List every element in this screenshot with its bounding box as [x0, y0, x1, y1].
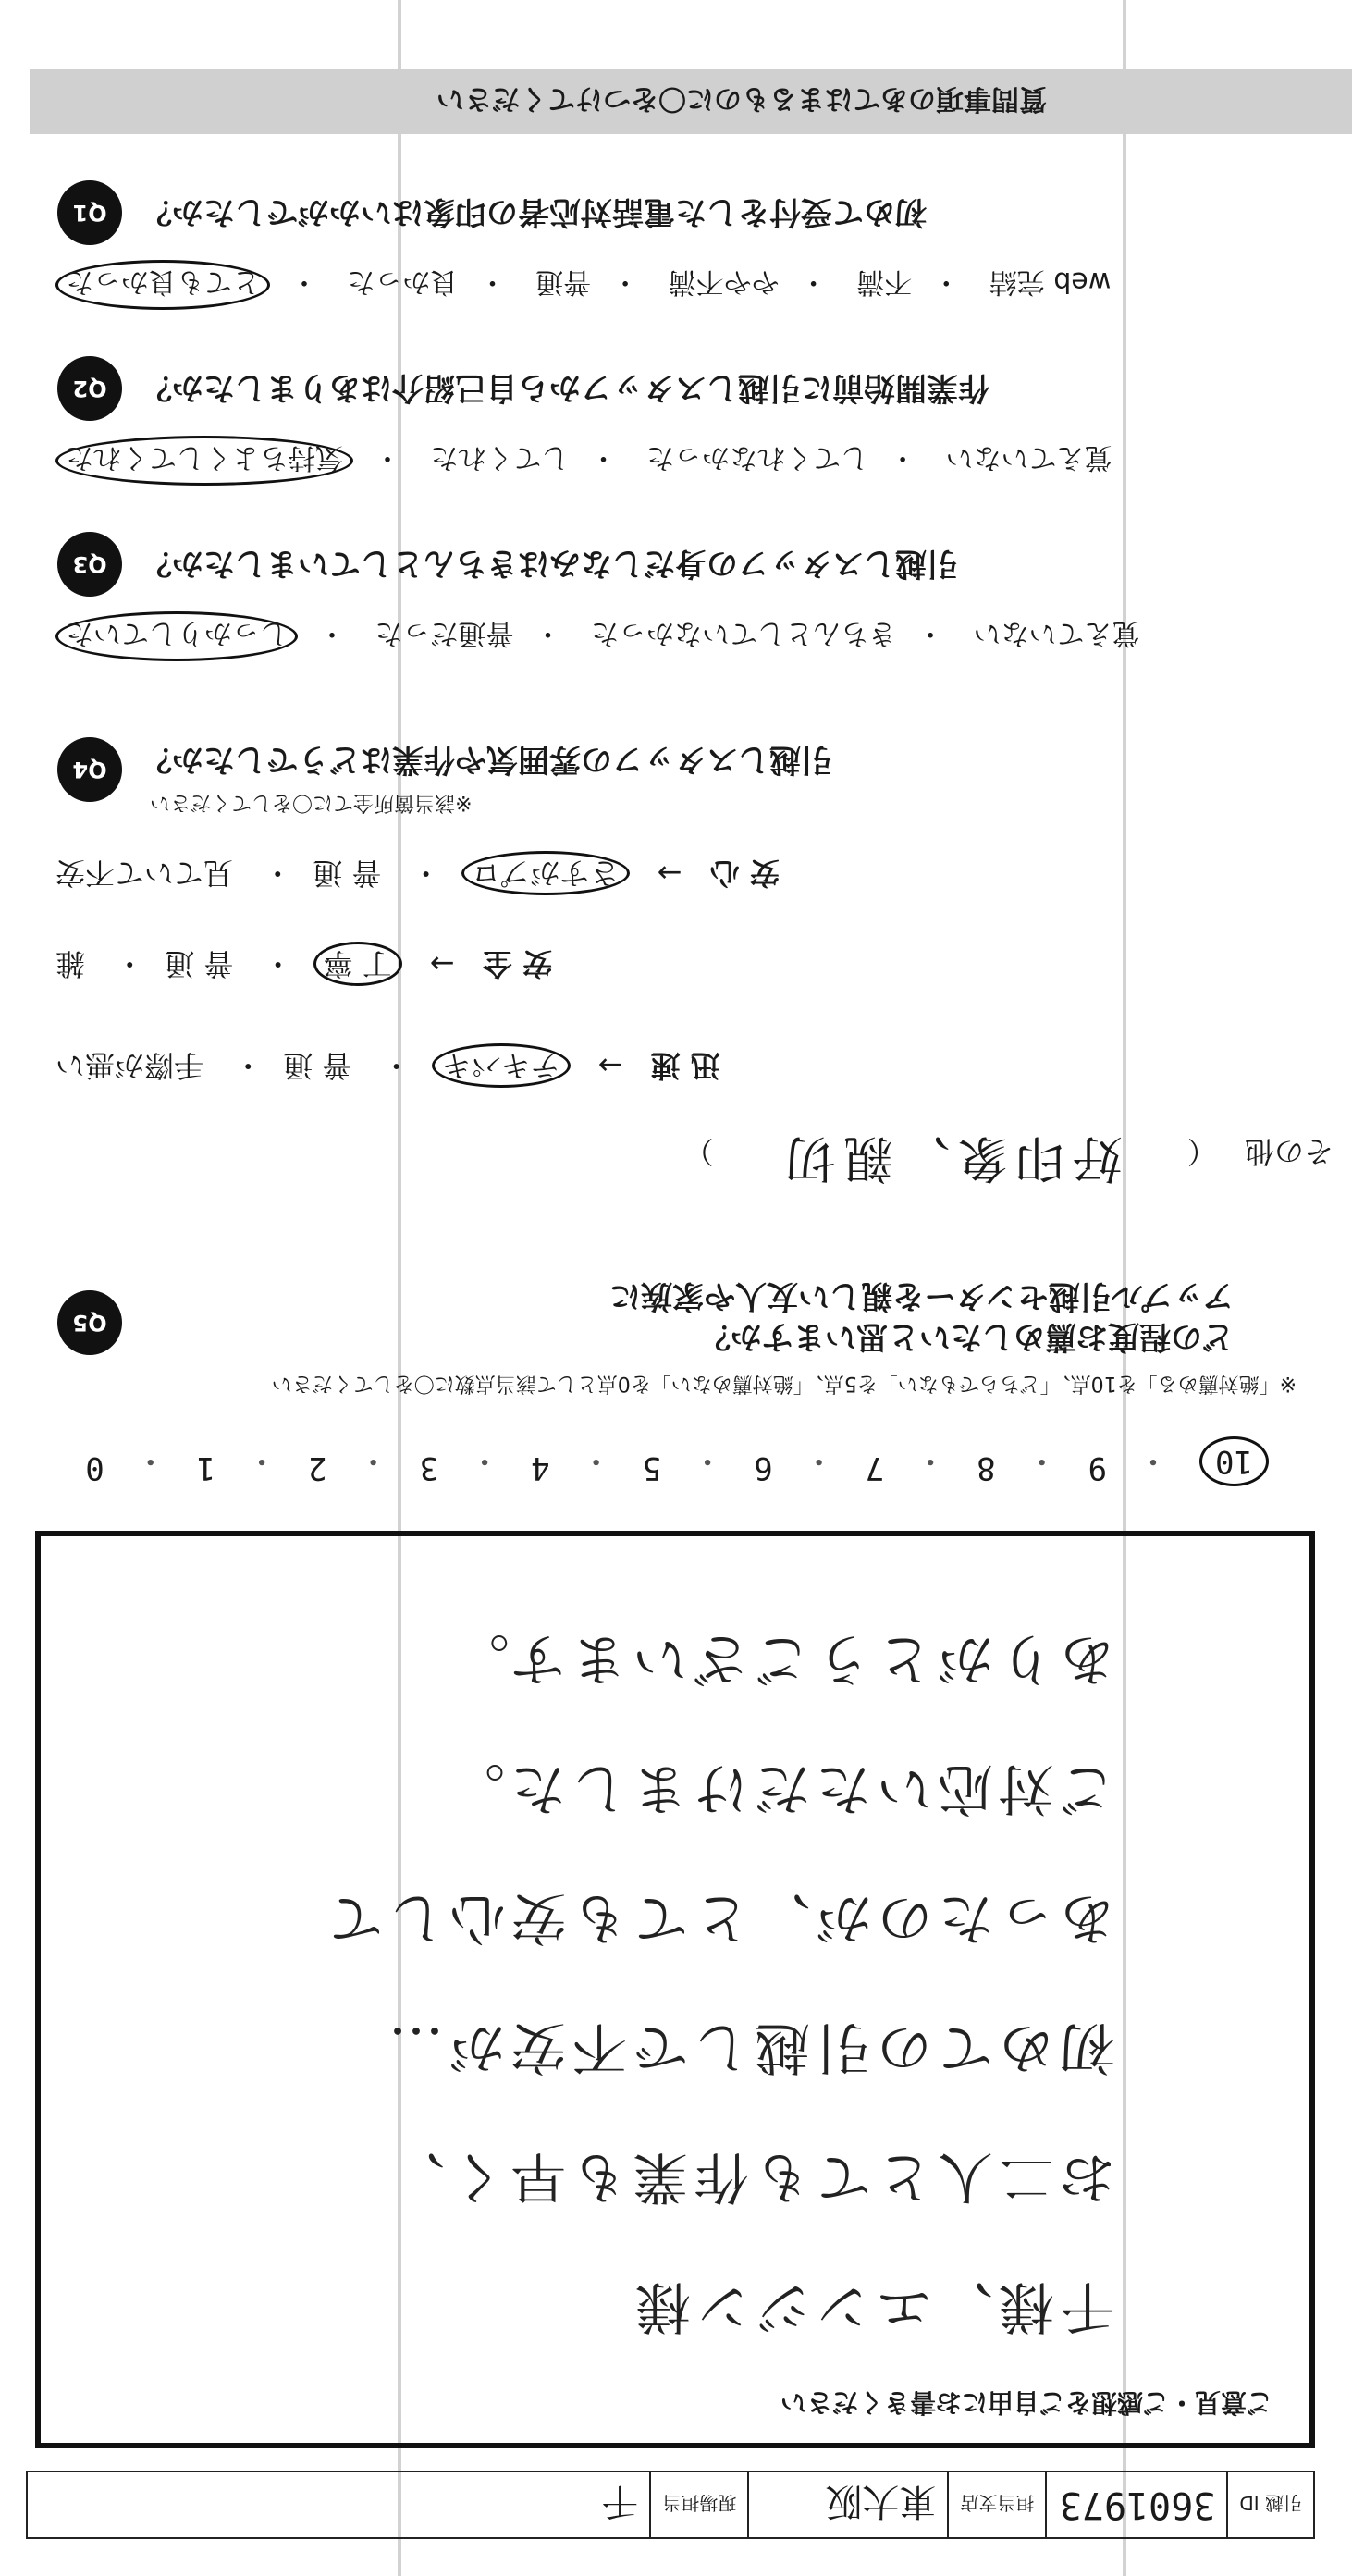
q4-row-reassurance: 安 心 → さすがプロ・ 普 通・ 見ていて不安	[55, 854, 780, 896]
scale-8[interactable]: 8	[977, 1449, 996, 1486]
q4-safety-opt-2[interactable]: 普 通	[165, 946, 234, 981]
q2-opt-2[interactable]: してくれた	[430, 441, 570, 474]
q2-opt-4[interactable]: 覚えていない	[945, 441, 1112, 474]
q4-reassurance-opt-2[interactable]: 普 通	[313, 856, 382, 891]
scale-9[interactable]: 9	[1088, 1449, 1108, 1486]
id-label: 引越 ID	[1226, 2472, 1313, 2537]
id-value: 3601973	[1045, 2472, 1226, 2537]
comment-title: ご意見・ご感想をご自由にお書きください	[780, 2387, 1272, 2418]
q4-note: ※該当箇所全てに〇をしてください	[150, 791, 473, 814]
comment-box	[35, 1531, 1315, 2448]
q1-opt-3[interactable]: 普通	[535, 265, 592, 298]
question-2	[39, 347, 1315, 421]
q3-options: しっかりしていた ・ 普通だった ・ きちんとしていなかった ・ 覚えていない	[55, 611, 1140, 661]
scale-4[interactable]: 4	[531, 1449, 550, 1486]
q4-row-safety: 安 全 → 丁 寧・ 普 通・ 雑	[55, 944, 552, 987]
q4-speed-opt-1[interactable]: テキパキ	[432, 1043, 571, 1088]
q3-opt-1[interactable]: しっかりしていた	[55, 611, 298, 661]
q1-opt-1[interactable]: とても良かった	[55, 260, 270, 310]
comment-line: あったのが、とても安心して	[322, 1885, 1115, 1950]
question-1	[39, 171, 1315, 245]
scale-5[interactable]: 5	[642, 1449, 662, 1486]
q5-badge: Q5	[57, 1290, 122, 1355]
q4-other-open: （	[1186, 1134, 1217, 1169]
scale-7[interactable]: 7	[865, 1449, 885, 1486]
q4-speed-opt-2[interactable]: 普 通	[283, 1048, 352, 1083]
scale-10[interactable]: 10	[1199, 1436, 1269, 1486]
q1-badge: Q1	[57, 180, 122, 245]
q1-opt-2[interactable]: 良かった	[347, 265, 459, 298]
q1-opt-4[interactable]: やや不満	[668, 265, 780, 298]
q2-options: 気持ちよくしてくれた ・ してくれた ・ してくれなかった ・ 覚えていない	[55, 436, 1112, 486]
comment-line: ご対応いただけました。	[444, 1756, 1115, 1820]
leader-label: 現場担当	[649, 2472, 747, 2537]
recommend-scale: 10 ・ 9 ・ 8 ・ 7 ・ 6 ・ 5 ・ 4 ・ 3 ・ 2 ・ 1 ・ 0	[85, 1436, 1269, 1486]
q1-opt-5[interactable]: 不満	[856, 265, 913, 298]
q2-opt-1[interactable]: 気持ちよくしてくれた	[55, 436, 353, 486]
arrow-icon: →	[429, 946, 455, 981]
branch-label: 担当支店	[947, 2472, 1045, 2537]
q4-speed-opt-3[interactable]: 手際が悪い	[55, 1048, 204, 1083]
q4-badge: Q4	[57, 737, 122, 802]
q4-reassurance-label: 安 心	[709, 856, 780, 891]
q1-options: とても良かった ・ 良かった ・ 普通 ・ やや不満 ・ 不満 ・ web 完結	[55, 260, 1111, 310]
q1-text: 初めて受付をした電話対応者の印象はいかがでしたか？	[141, 193, 927, 230]
q4-safety-opt-3[interactable]: 雑	[55, 946, 86, 981]
scale-1[interactable]: 1	[196, 1449, 216, 1486]
q4-reassurance-opt-1[interactable]: さすがプロ	[461, 851, 630, 895]
q3-opt-3[interactable]: きちんとしていなかった	[591, 617, 897, 649]
q4-safety-label: 安 全	[482, 946, 553, 981]
question-3	[39, 523, 1315, 597]
arrow-icon: →	[657, 856, 682, 891]
q5-text-line2: アップル引越センターを親しい友人や家族に	[609, 1277, 1234, 1314]
scale-0[interactable]: 0	[85, 1449, 104, 1486]
q4-other-value[interactable]: 好印象、親切	[778, 1129, 1123, 1188]
q5-note: ※「絶対薦める」を10点、「どちらでもない」を5点、「絶対薦めない」を0点として該当点数に〇をしてください	[271, 1372, 1297, 1395]
q3-opt-2[interactable]: 普通だった	[375, 617, 514, 649]
q4-safety-opt-1[interactable]: 丁 寧	[313, 942, 402, 986]
comment-line: お二人とても作業も早く、	[384, 2144, 1115, 2209]
q2-badge: Q2	[57, 356, 122, 421]
q2-text: 作業開始前に引越しスタッフから自己紹介はありましたか？	[141, 369, 989, 406]
instruction-text: 質問事項のあてはまるものに〇をつけてください	[436, 82, 1047, 115]
scale-6[interactable]: 6	[754, 1449, 773, 1486]
q4-reassurance-opt-3[interactable]: 見ていて不安	[55, 856, 234, 891]
arrow-icon: →	[597, 1048, 623, 1083]
header-table	[26, 2471, 1315, 2539]
q3-badge: Q3	[57, 532, 122, 597]
q4-other-label: その他	[1244, 1134, 1334, 1169]
q3-text: 引越しスタッフの身だしなみはきちんとしていましたか？	[141, 545, 958, 582]
comment-line: ありがとうございます。	[448, 1626, 1115, 1691]
q2-opt-3[interactable]: してくれなかった	[646, 441, 869, 474]
branch-value: 東大阪	[747, 2472, 947, 2537]
instruction-band	[30, 69, 1352, 134]
q3-opt-4[interactable]: 覚えていない	[973, 617, 1140, 649]
scale-3[interactable]: 3	[419, 1449, 439, 1486]
question-4	[39, 735, 1315, 819]
question-5	[39, 1279, 1315, 1399]
scale-2[interactable]: 2	[308, 1449, 327, 1486]
q5-text-line1: どの程度お薦めしたいと思いますか？	[699, 1318, 1234, 1355]
q4-row-speed: 迅 速 → テキパキ・ 普 通・ 手際が悪い	[55, 1046, 720, 1089]
q4-other-row	[683, 1127, 1334, 1198]
q4-other-close: ）	[683, 1134, 714, 1169]
comment-line: 千様、エンジン様	[630, 2274, 1115, 2338]
comment-line: 初めての引越しで不安が…	[383, 2015, 1115, 2079]
q1-opt-6[interactable]: web 完結	[989, 265, 1112, 298]
q4-text: 引越しスタッフの雰囲気や作業はどうでしたか？	[141, 741, 832, 778]
leader-value: 千	[601, 2480, 639, 2523]
q4-speed-label: 迅 速	[650, 1048, 720, 1083]
